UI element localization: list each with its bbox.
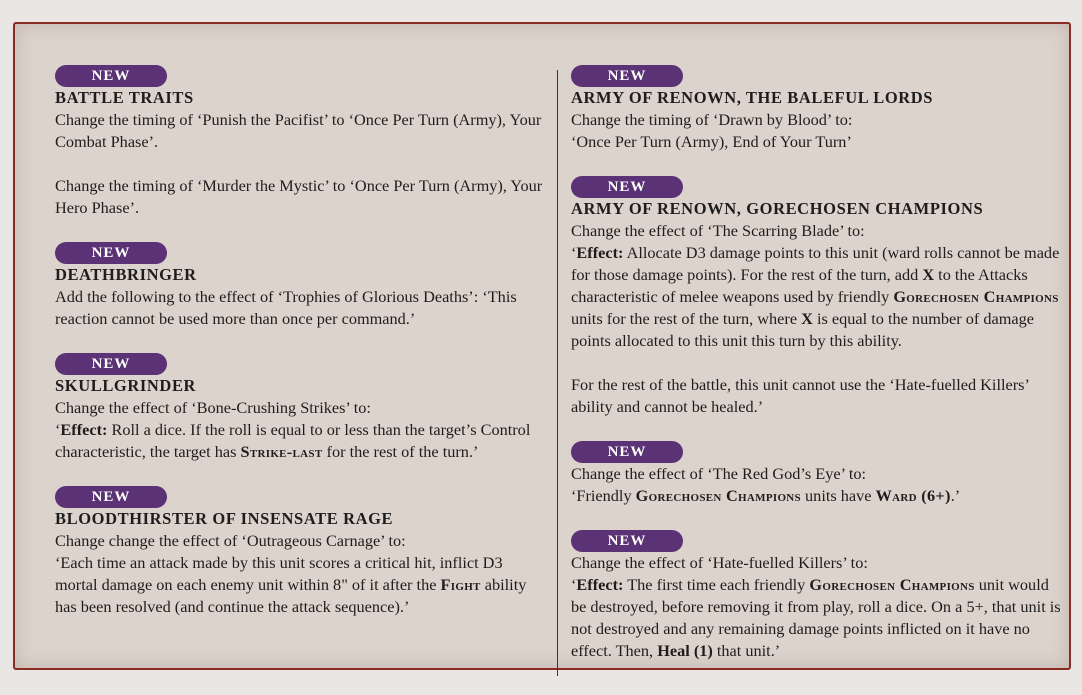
section-title: BATTLE TRAITS (55, 88, 194, 107)
variable-x: X (922, 265, 935, 284)
effect-body: .’ (950, 486, 961, 505)
rule-text: Change the effect of ‘The Red God’s Eye’ to: (571, 464, 867, 483)
rule-text: Change the effect of ‘Hate-fuelled Killers’ to: (571, 553, 868, 572)
right-column (571, 64, 1061, 684)
keyword-gorechosen: Gorechosen Champions (635, 486, 801, 505)
section-title: ARMY OF RENOWN, GORECHOSEN CHAMPIONS (571, 199, 984, 218)
effect-body: Roll a dice. If the roll is equal to or less than the target’s Control characteristic, the target has (55, 420, 531, 461)
effect-body: units for the rest of the turn, where (571, 309, 802, 328)
section-red-god-eye (571, 440, 1061, 507)
effect-body: ability has been resolved (and continue the attack sequence).’ (55, 575, 527, 616)
new-badge: NEW (571, 530, 683, 552)
rules-page (13, 22, 1071, 670)
new-badge: NEW (55, 486, 167, 508)
new-badge: NEW (55, 242, 167, 264)
new-badge: NEW (55, 353, 167, 375)
rule-text: Change change the effect of ‘Outrageous Carnage’ to: (55, 531, 406, 550)
section-gorechosen (571, 175, 1061, 418)
effect-body: ‘Friendly (571, 486, 636, 505)
keyword-gorechosen: Gorechosen Champions (809, 575, 975, 594)
section-baleful-lords (571, 64, 1061, 153)
effect-label: Effect: (60, 420, 108, 439)
rule-text: Change the effect of ‘Bone-Crushing Strikes’ to: (55, 398, 371, 417)
effect-body: The first time each friendly (623, 575, 810, 594)
section-battle-traits (55, 64, 545, 219)
keyword-gorechosen: Gorechosen Champions (893, 287, 1059, 306)
keyword-fight: Fight (440, 575, 481, 594)
effect-body: is equal to the number of damage points allocated to this unit this turn by this ability. (571, 309, 1034, 350)
section-title: BLOODTHIRSTER OF INSENSATE RAGE (55, 509, 394, 528)
section-deathbringer (55, 241, 545, 330)
effect-text: ‘Effect: Allocate D3 damage points to this unit (ward rolls cannot be made for those damage points). For the rest of the turn, add X to the Attacks characteristic of melee weapons used by friendly Gorechosen Champions units for the rest of the turn, where X is equal to the number of damage points allocated to this unit this turn by this ability. (571, 243, 1060, 350)
effect-label: Effect: (576, 575, 624, 594)
section-hate-fuelled (571, 529, 1061, 662)
rule-text (571, 485, 1061, 507)
rule-text: Add the following to the effect of ‘Trophies of Glorious Deaths’: ‘This reaction cannot be used more than once per command.’ (55, 287, 517, 328)
effect-text: ‘Effect: Roll a dice. If the roll is equal to or less than the target’s Control characteristic, the target has Strike-last for the rest of the turn.’ (55, 420, 531, 461)
effect-body: unit would be destroyed, before removing it from play, roll a dice. On a 5+, that unit is not destroyed and any remaining damage points inflicted on it have no effect. Then, (571, 575, 1061, 660)
effect-label: Effect: (576, 243, 624, 262)
keyword-strike-last: Strike-last (240, 442, 323, 461)
effect-body: units have (800, 486, 876, 505)
keyword-ward: Ward (6+) (875, 486, 951, 505)
effect-text: ‘Effect: The first time each friendly Gorechosen Champions unit would be destroyed, before removing it from play, roll a dice. On a 5+, that unit is not destroyed and any remaining damage points inflicted on it have no effect. Then, Heal (1) that unit.’ (571, 575, 1061, 660)
rule-text: Change the effect of ‘The Scarring Blade’ to: (571, 221, 865, 240)
section-title: DEATHBRINGER (55, 265, 197, 284)
rule-text (55, 552, 545, 618)
variable-x: X (801, 309, 813, 328)
section-skullgrinder (55, 352, 545, 463)
rule-text: For the rest of the battle, this unit cannot use the ‘Hate-fuelled Killers’ ability and cannot be healed.’ (571, 375, 1029, 416)
new-badge: NEW (571, 441, 683, 463)
effect-body: for the rest of the turn.’ (322, 442, 479, 461)
new-badge: NEW (571, 176, 683, 198)
effect-body: to the Attacks characteristic of melee weapons used by friendly (571, 265, 1028, 306)
section-bloodthirster (55, 485, 545, 618)
rule-text: Change the timing of ‘Murder the Mystic’ to ‘Once Per Turn (Army), Your Hero Phase’. (55, 176, 543, 217)
effect-body: Allocate D3 damage points to this unit (ward rolls cannot be made for those damage points). For the rest of the turn, add (571, 243, 1060, 284)
rule-text: Change the timing of ‘Drawn by Blood’ to: (571, 110, 853, 129)
section-title: SKULLGRINDER (55, 376, 197, 395)
section-title: ARMY OF RENOWN, THE BALEFUL LORDS (571, 88, 934, 107)
column-divider (557, 70, 558, 676)
keyword-heal: Heal (1) (657, 641, 713, 660)
new-badge: NEW (55, 65, 167, 87)
new-badge: NEW (571, 65, 683, 87)
rule-text: Change the timing of ‘Punish the Pacifist’ to ‘Once Per Turn (Army), Your Combat Phase’. (55, 110, 542, 151)
effect-body: ‘Each time an attack made by this unit scores a critical hit, inflict D3 mortal damage on each enemy unit within 8" of it after the (55, 553, 503, 594)
left-column (55, 64, 545, 640)
effect-body: that unit.’ (712, 641, 781, 660)
rule-text: ‘Once Per Turn (Army), End of Your Turn’ (571, 132, 852, 151)
